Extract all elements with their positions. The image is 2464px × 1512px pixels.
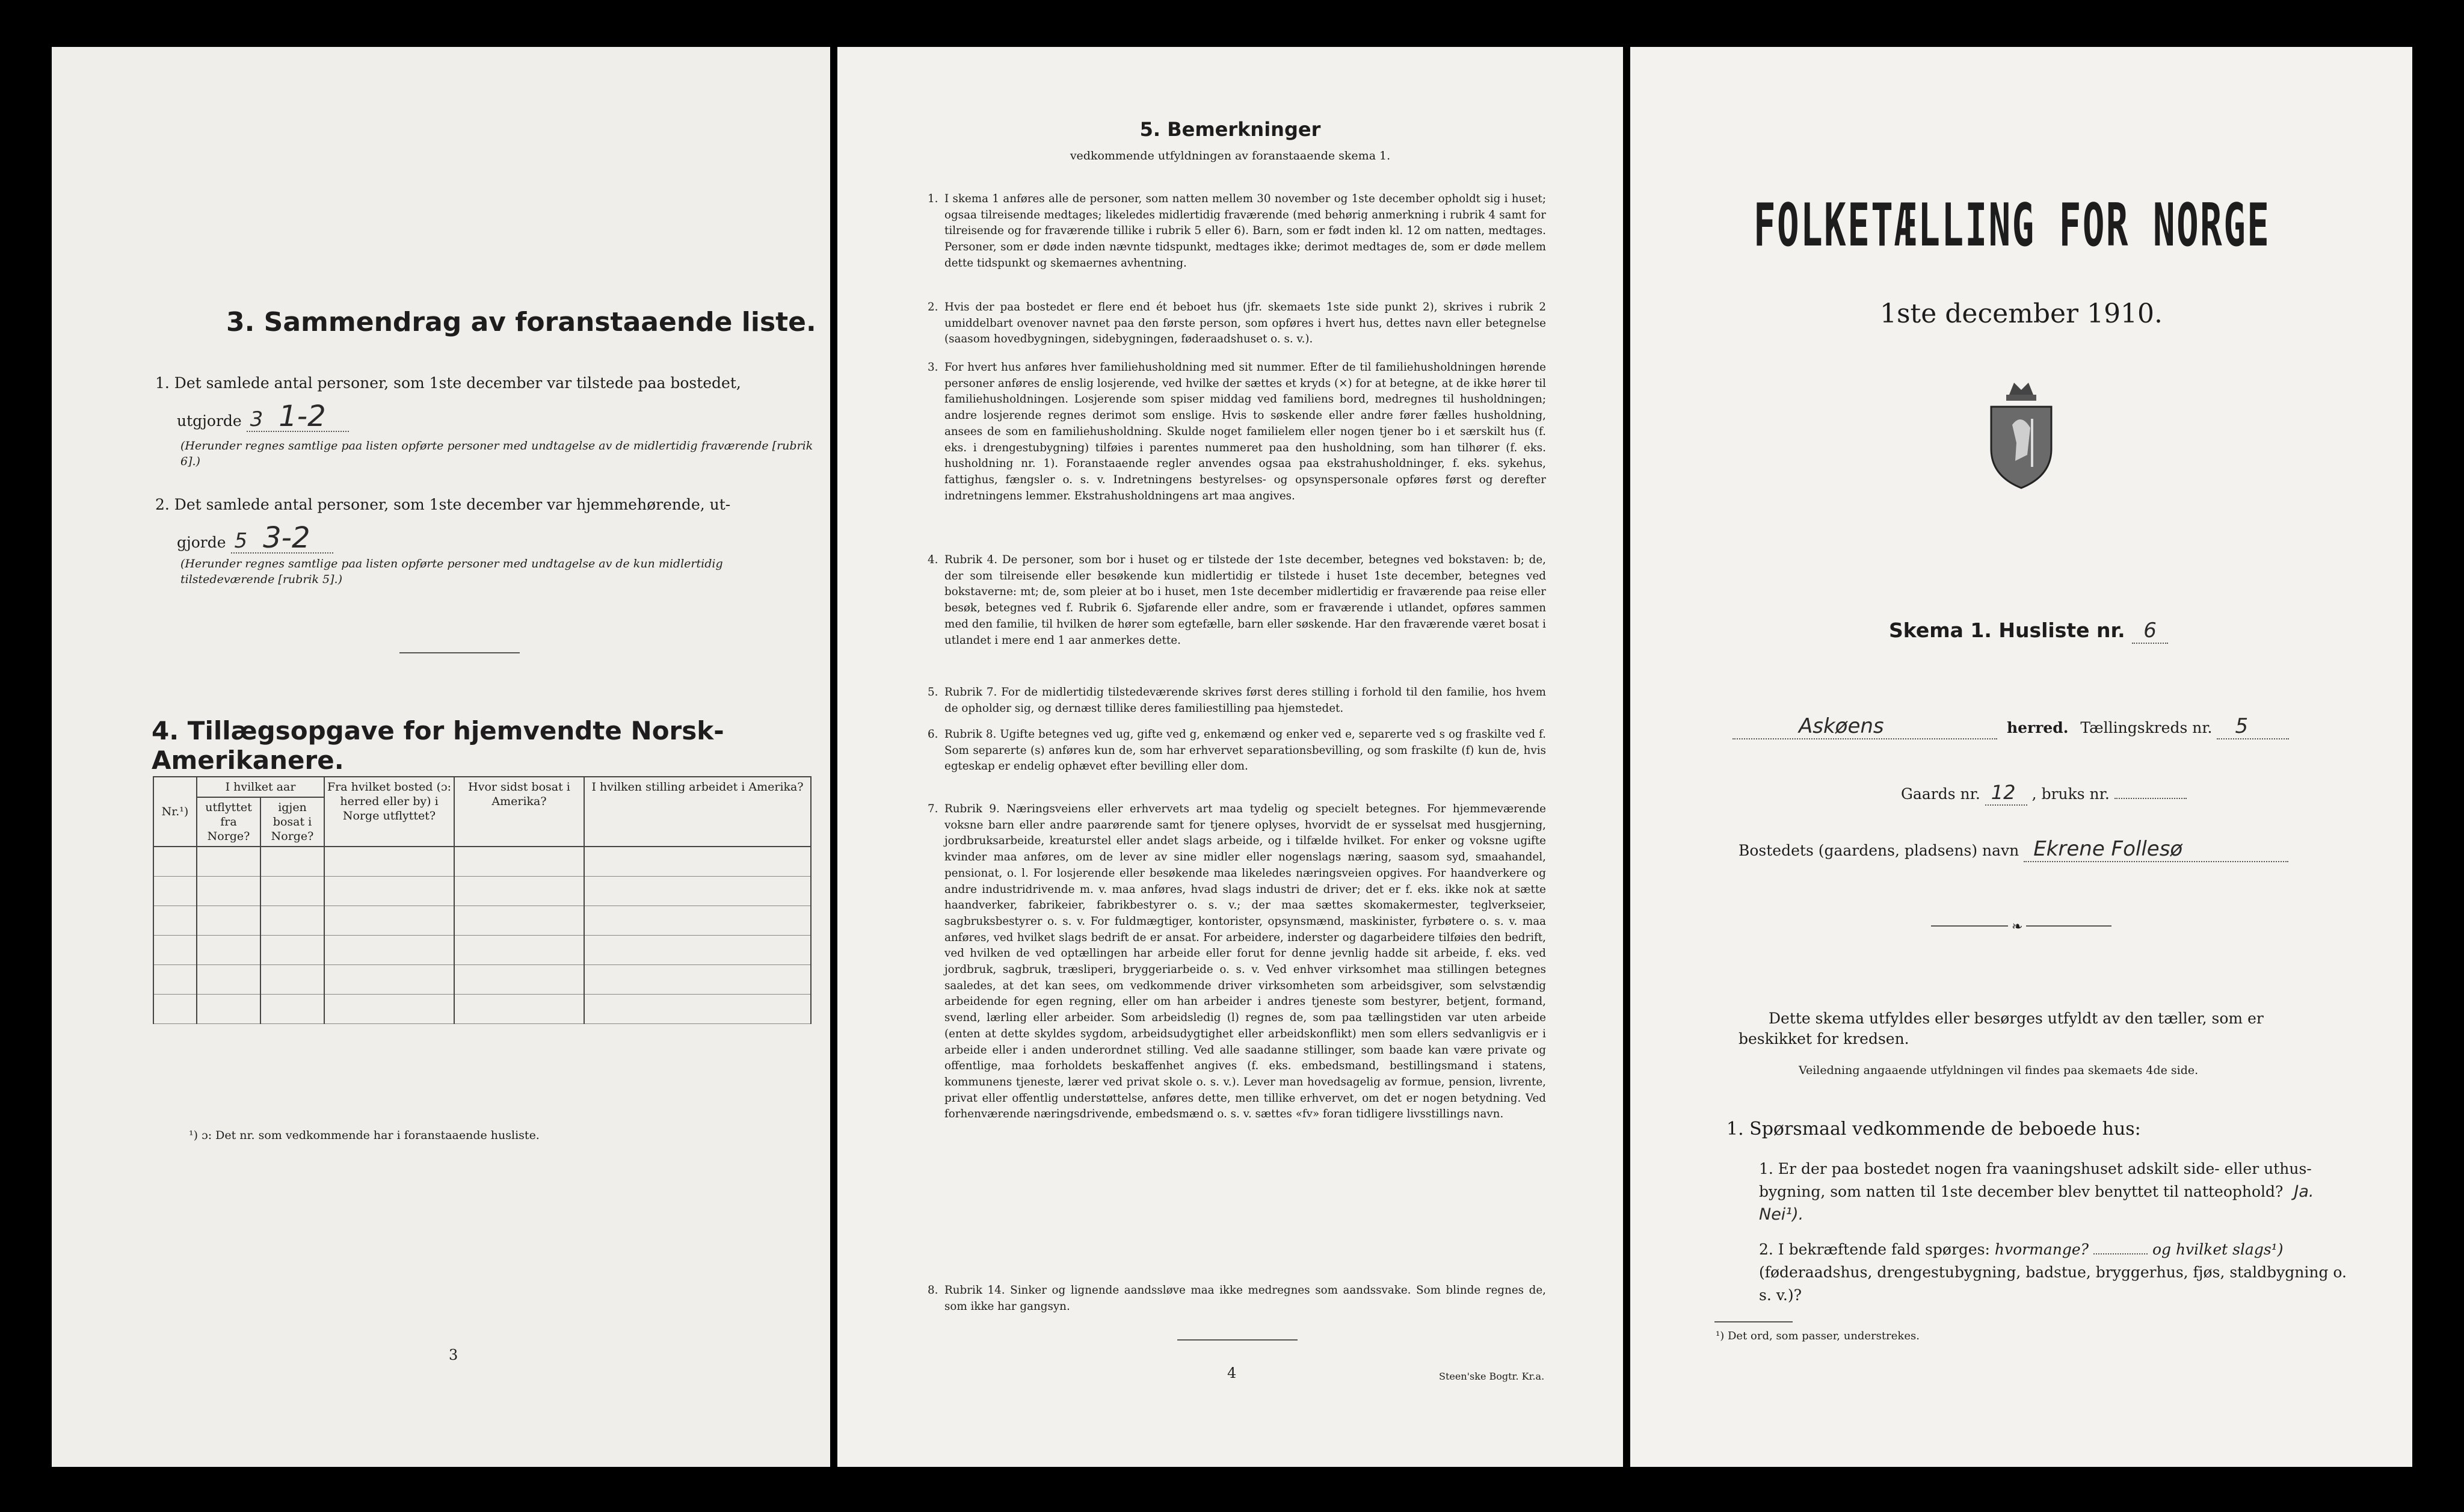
divider [1714, 1321, 1793, 1322]
col-group: I hvilket aar [197, 777, 324, 797]
census-date: 1ste december 1910. [1879, 298, 2163, 329]
left-footnote: ¹) ɔ: Det nr. som vedkommende har i foranstaaende husliste. [189, 1129, 540, 1142]
kreds-label: Tællingskreds nr. [2080, 719, 2213, 736]
printer-mark: Steen'ske Bogtr. Kr.a. [1439, 1371, 1545, 1382]
remark-4: 4. Rubrik 4. De personer, som bor i huset og er tilstede der 1ste december, betegnes ved bokstaven: b; de, der som tilreisende eller besøkende kun midlertidig er tilstede i huset 1ste december, betegnes ved bokstaverne: mt; de, som pleier at bo i huset, men 1ste december midlertidig er fraværende paa reise eller besøk, betegnes ved f. Rubrik 6. Sjøfarende eller andre, som er fraværende i utlandet, opføres sammen med den familie, til hvilken de hører som egtefælle, barn eller søskende. Har den fraværende været bosat i utlandet i mere end 1 aar anmerkes dette. [928, 554, 1546, 647]
ornament-icon: ❧ [2008, 919, 2026, 934]
question-1: 1. Er der paa bostedet nogen fra vaaningshuset adskilt side- eller uthus-bygning, som natten til 1ste december blev benyttet til natteophold? Ja. Nei¹). [1759, 1160, 2314, 1224]
item2-value: 5 [234, 529, 248, 553]
item2-line: 2. Det samlede antal personer, som 1ste december var hjemmehørende, ut- [155, 496, 731, 513]
bruks-label: , bruks nr. [2031, 785, 2110, 803]
page-number-4: 4 [1227, 1365, 1237, 1381]
table-row [153, 995, 811, 1024]
divider [399, 652, 520, 653]
table-row [153, 936, 811, 965]
intro-small: Veiledning angaaende utfyldningen vil findes paa skemaets 4de side. [1799, 1064, 2199, 1077]
right-footnote: ¹) Det ord, som passer, understrekes. [1716, 1330, 1920, 1342]
question-2: 2. I bekræftende fald spørges: hvormange? og hvilket slags¹) (føderaadshus, drengestubygning, badstue, bryggerhus, fjøs, staldbygning o. s. v.)? [1759, 1241, 2347, 1304]
col-fra-bosted: Fra hvilket bosted (ɔ: herred eller by) i Norge utflyttet? [324, 777, 454, 847]
intro-text: Dette skema utfyldes eller besørges utfyldt av den tæller, som er beskikket for kredsen. [1739, 1010, 2264, 1048]
herred-value: Askøens [1799, 714, 1884, 738]
herred-label: herred. [2006, 719, 2069, 736]
questions-title: 1. Spørsmaal vedkommende de beboede hus: [1726, 1119, 2141, 1140]
schema-label: Skema 1. Husliste nr. [1889, 619, 2125, 642]
col-sidst-bosat: Hvor sidst bosat i Amerika? [454, 777, 584, 847]
table-row [153, 906, 811, 936]
item1-prefix: utgjorde [177, 412, 242, 430]
item2-note: (Herunder regnes samtlige paa listen opførte personer med undtagelse av de kun midlertidig tilstedeværende [rubrik 5].) [180, 557, 723, 586]
bosted-label: Bostedets (gaardens, pladsens) navn [1739, 842, 2019, 859]
remark-7: 7. Rubrik 9. Næringsveiens eller erhvervets art maa tydelig og specielt betegnes. For hjemmeværende voksne barn eller andre paarørende samt for tjenere oplyses, hvorvidt de er sysselsat med husgjerning, jordbruksarbeide, kreaturstel eller andet slags arbeide, og i tilfælde hvilket. For enker og voksne ugifte kvinder maa anføres, om de lever av sine midler eller nogenslags næring, saasom syd, smaahandel, pensionat, o. l. For losjerende eller besøkende maa likeledes næringsveien opgives. For haandverkere og andre industridrivende m. v. maa anføres, hvad slags industri de driver; det er f. eks. ikke nok at sætte haandverker, fabrikeier, fabrikbestyrer o. s. v.; der maa sættes skomakermester, teglverkseier, sagbruksbestyrer o. s. v. For fuldmægtiger, kontorister, opsynsmænd, maskinister, fyrbøtere o. s. v. maa anføres, ved hvilket slags bedrift de er ansat. For arbeidere, inderster og dagarbeidere tilføies den bedrift, ved hvilken de ved optællingen har arbeide eller forut for denne jevnlig hadde sit arbeide, f. eks. ved jordbruk, sagbruk, træsliperi, bryggeriarbeide o. s. v. Ved enhver virksomhet maa stillingen betegnes saaledes, at det kan sees, om vedkommende driver virksomheten som arbeidsgiver, som selvstændig arbeidende for egen regning, eller om han arbeider i andres tjeneste som bestyrer, betjent, formand, svend, lærling eller arbeider. Som arbeidsledig (l) regnes de, som paa tællingstiden var uten arbeide (enten at dette skyldes sygdom, arbeidsudygtighet eller arbeidskonflikt) men som ellers sedvanligvis er i arbeide eller i anden underordnet stilling. Ved alle saadanne stillinger, som baade kan være private og offentlige, maa forholdets beskaffenhet angives (f. eks. embedsmand, bestillingsmand i statens, kommunens tjeneste, lærer ved privat skole o. s. v.). Lever man hovedsagelig av formue, pension, livrente, privat eller offentlig understøttelse, anføres dette, men tillike erhvervet, om det er nogen betydning. Ved forhenværende næringsdrivende, embedsmænd o. s. v. sættes «fv» foran tidligere livsstillings navn. [928, 803, 1546, 1121]
item2-hand: 3-2 [263, 521, 310, 555]
kreds-value: 5 [2235, 714, 2249, 738]
table-row [153, 965, 811, 995]
item1-hand: 1-2 [279, 400, 326, 433]
remark-1: 1. I skema 1 anføres alle de personer, som natten mellem 30 november og 1ste december opholdt sig i huset; ogsaa tilreisende medtages; likeledes midlertidig fraværende (med behørig anmerkning i rubrik 4 samt for tilreisende og for fraværende tillike i rubrik 5 eller 6). Barn, som er født inden kl. 12 om natten, medtages. Personer, som er døde inden nævnte tidspunkt, medtages ikke; derimot medtages de, som er døde mellem dette tidspunkt og skemaernes avhentning. [928, 193, 1546, 270]
bemerkninger-title: 5. Bemerkninger [1139, 118, 1321, 141]
table-row [153, 847, 811, 877]
bosted-value: Ekrene Follesø [2033, 837, 2183, 861]
item2-prefix: gjorde [177, 534, 226, 551]
col-igjen: igjen bosat i Norge? [260, 797, 324, 847]
item1-value: 3 [250, 407, 263, 431]
bemerkninger-subtitle: vedkommende utfyldningen av foranstaaende skema 1. [1070, 149, 1391, 162]
remark-8: 8. Rubrik 14. Sinker og lignende aandssløve maa ikke medregnes som aandssvake. Som blinde regnes de, som ikke har gangsyn. [928, 1284, 1546, 1313]
section3-title: 3. Sammendrag av foranstaaende liste. [226, 307, 816, 338]
gaards-value: 12 [1991, 781, 2016, 804]
remark-3: 3. For hvert hus anføres hver familiehusholdning med sit nummer. Efter de til familiehusholdningen hørende personer anføres de enslig losjerende, ved hvilke der sættes et kryds (×) for at betegne, at de ikke hører til familiehusholdningen. Losjerende som spiser middag ved familiens bord, medregnes til husholdningen; andre losjerende regnes derimot som enslige. Hvis to søskende eller andre fører fælles husholdning, ansees de som en familiehusholdning. Skulde noget familielem eller nogen tjener bo i et særskilt hus (f. eks. i drengestubygning) tilføies i parentes nummeret paa den husholdning, som han tilhører (f. eks. husholdning nr. 1). Foranstaaende regler anvendes ogsaa paa ekstrahusholdninger, f. eks. sykehus, fattighus, fængsler o. s. v. Indretningens bestyrelses- og opsynspersonale opføres først og derefter indretningens lemmer. Ekstrahusholdningens art maa angives. [928, 361, 1546, 502]
item1-line: 1. Det samlede antal personer, som 1ste december var tilstede paa bostedet, [155, 374, 741, 392]
section4-title: 4. Tillægsopgave for hjemvendte Norsk-Amerikanere. [152, 716, 724, 775]
page-left [52, 47, 830, 1467]
question-1-answer: Ja. Nei¹). [1759, 1182, 2314, 1224]
gaards-label: Gaards nr. [1901, 785, 1980, 803]
husliste-nr: 6 [2143, 619, 2157, 643]
remark-5: 5. Rubrik 7. For de midlertidig tilstedeværende skrives først deres stilling i forhold til den familie, hos hvem de opholder sig, og dernæst tillike deres familiestilling paa hjemstedet. [928, 686, 1546, 715]
page-right [1630, 47, 2412, 1467]
norsk-amerikanere-table [153, 776, 812, 1024]
col-stilling: I hvilken stilling arbeidet i Amerika? [584, 777, 811, 847]
divider [1177, 1339, 1298, 1341]
col-utflyttet: utflyttet fra Norge? [197, 797, 260, 847]
col-nr: Nr.¹) [153, 777, 197, 847]
page-number-3: 3 [449, 1347, 458, 1363]
norway-coat-of-arms-icon [1979, 377, 2063, 491]
item1-note: (Herunder regnes samtlige paa listen opførte personer med undtagelse av de midlertidig fraværende [rubrik 6].) [180, 439, 813, 468]
table-row [153, 877, 811, 906]
page-middle [837, 47, 1623, 1467]
remark-6: 6. Rubrik 8. Ugifte betegnes ved ug, gifte ved g, enkemænd og enker ved e, separerte ved s og fraskilte ved f. Som separerte (s) anføres kun de, som har erhvervet separationsbevilling, og som fraskilte (f) kun de, hvis egteskap er endelig ophævet efter bevilling eller dom. [928, 728, 1546, 773]
main-title: FOLKETÆLLING FOR NORGE [1754, 191, 2271, 260]
remark-2: 2. Hvis der paa bostedet er flere end ét beboet hus (jfr. skemaets 1ste side punkt 2), skrives i rubrik 2 umiddelbart ovenover navnet paa den første person, som opføres i hvert hus, dettes navn eller betegnelse (saasom hovedbygningen, sidebygningen, føderaadshuset o. s. v.). [928, 301, 1546, 346]
